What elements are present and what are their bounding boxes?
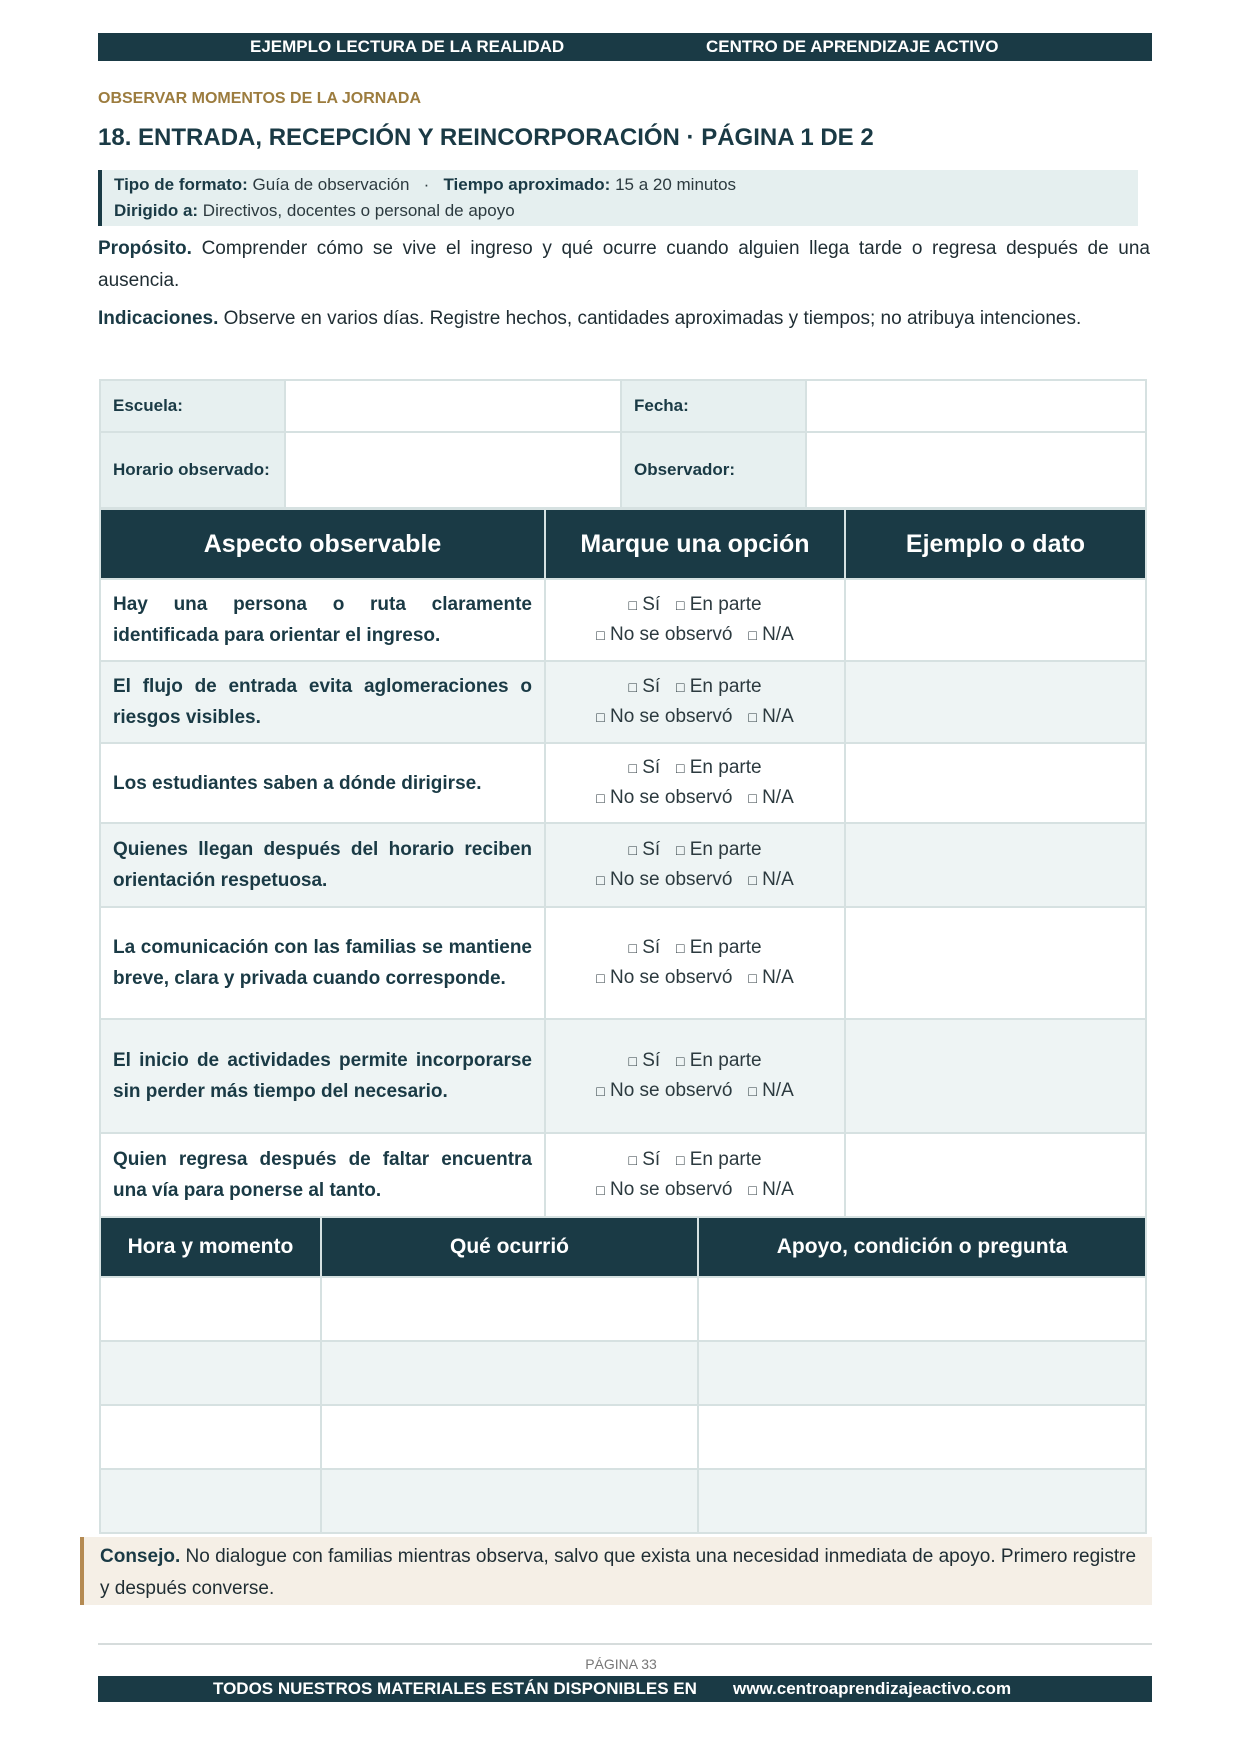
header-what: Qué ocurrió: [321, 1217, 698, 1277]
option-no-se-observo[interactable]: [596, 787, 732, 808]
instructions-paragraph: [98, 303, 1150, 335]
option-cell: [545, 907, 845, 1019]
log-cell[interactable]: [100, 1405, 321, 1469]
option-label: En parte: [689, 676, 762, 697]
tip-box: [80, 1537, 1152, 1605]
option-si[interactable]: [628, 1149, 660, 1170]
footer-left-text: TODOS NUESTROS MATERIALES ESTÁN DISPONIBLES EN: [213, 1679, 697, 1698]
option-label: En parte: [689, 937, 762, 958]
example-cell[interactable]: [845, 743, 1146, 823]
checkbox-icon: □: [748, 709, 757, 725]
observation-row: [100, 823, 1146, 907]
checkbox-icon: □: [675, 597, 685, 613]
option-na[interactable]: [748, 624, 793, 645]
checkbox-icon: □: [628, 842, 637, 858]
option-label: No se observó: [609, 1179, 733, 1200]
checkbox-icon: □: [675, 760, 685, 776]
instructions-text: Observe en varios días. Registre hechos, cantidades aproximadas y tiempos; no atribuya intenciones.: [223, 308, 1082, 329]
example-cell[interactable]: [845, 907, 1146, 1019]
option-label: Sí: [642, 1149, 661, 1170]
option-label: En parte: [689, 1050, 762, 1071]
checkbox-icon: □: [596, 1083, 605, 1099]
header-time: Hora y momento: [100, 1217, 321, 1277]
checkbox-icon: □: [628, 1053, 637, 1069]
option-label: No se observó: [609, 787, 733, 808]
checkbox-icon: □: [628, 760, 637, 776]
checkbox-icon: □: [748, 627, 757, 643]
checkbox-icon: □: [628, 1152, 637, 1168]
option-label: Sí: [642, 594, 661, 615]
option-cell: [545, 579, 845, 661]
checkbox-icon: □: [748, 1182, 757, 1198]
footer-url: www.centroaprendizajeactivo.com: [733, 1679, 1012, 1698]
aspect-text: Quienes llegan después del horario reciben orientación respetuosa.: [100, 823, 545, 907]
example-cell[interactable]: [845, 579, 1146, 661]
example-cell[interactable]: [845, 1019, 1146, 1133]
audience-label: Dirigido a:: [114, 201, 199, 220]
audience-value: Directivos, docentes o personal de apoyo: [202, 201, 515, 220]
purpose-text: Comprender cómo se vive el ingreso y qué ocurre cuando alguien llega tarde o regresa después de una ausencia.: [98, 238, 1150, 291]
option-no-se-observo[interactable]: [596, 624, 732, 645]
log-cell[interactable]: [100, 1469, 321, 1533]
option-cell: [545, 1133, 845, 1217]
option-no-se-observo[interactable]: [596, 1080, 732, 1101]
log-cell[interactable]: [698, 1341, 1146, 1405]
log-cell[interactable]: [100, 1277, 321, 1341]
footer-band: [98, 1676, 1152, 1702]
checkbox-icon: □: [596, 872, 605, 888]
header-left-text: EJEMPLO LECTURA DE LA REALIDAD: [250, 37, 565, 56]
header-band: [98, 33, 1152, 61]
aspect-text: El inicio de actividades permite incorporarse sin perder más tiempo del necesario.: [100, 1019, 545, 1133]
aspect-text: Quien regresa después de faltar encuentra una vía para ponerse al tanto.: [100, 1133, 545, 1217]
option-label: No se observó: [609, 967, 733, 988]
example-cell[interactable]: [845, 661, 1146, 743]
log-cell[interactable]: [698, 1405, 1146, 1469]
option-si[interactable]: [628, 757, 660, 778]
purpose-paragraph: [98, 233, 1150, 297]
option-label: Sí: [642, 676, 661, 697]
schedule-label: Horario observado:: [100, 432, 285, 508]
checkbox-icon: □: [596, 1182, 605, 1198]
option-en-parte[interactable]: [676, 839, 762, 860]
checkbox-icon: □: [675, 842, 685, 858]
format-value: Guía de observación: [252, 175, 410, 194]
school-label: Escuela:: [100, 380, 285, 432]
checkbox-icon: □: [748, 872, 757, 888]
log-cell[interactable]: [321, 1341, 698, 1405]
option-label: En parte: [689, 594, 762, 615]
option-label: N/A: [762, 706, 794, 727]
option-na[interactable]: [748, 787, 793, 808]
checkbox-icon: □: [675, 1152, 685, 1168]
checkbox-icon: □: [675, 1053, 685, 1069]
header-options: Marque una opción: [545, 509, 845, 579]
log-row: [100, 1277, 1146, 1341]
meta-box: [98, 170, 1138, 226]
option-label: No se observó: [609, 706, 733, 727]
option-en-parte[interactable]: [676, 937, 762, 958]
observation-row: [100, 579, 1146, 661]
aspect-text: El flujo de entrada evita aglomeraciones o riesgos visibles.: [100, 661, 545, 743]
observation-table: [99, 508, 1147, 1218]
format-label: Tipo de formato:: [114, 175, 248, 194]
instructions-label: Indicaciones.: [98, 308, 219, 329]
checkbox-icon: □: [596, 970, 605, 986]
option-label: En parte: [689, 839, 762, 860]
observer-field[interactable]: [806, 432, 1146, 508]
option-si[interactable]: [628, 1050, 660, 1071]
option-label: N/A: [762, 1080, 794, 1101]
option-label: Sí: [642, 839, 661, 860]
school-field[interactable]: [285, 380, 621, 432]
option-label: No se observó: [609, 1080, 733, 1101]
option-na[interactable]: [748, 1179, 793, 1200]
option-label: Sí: [642, 1050, 661, 1071]
log-cell[interactable]: [100, 1341, 321, 1405]
log-cell[interactable]: [321, 1277, 698, 1341]
header-example: Ejemplo o dato: [845, 509, 1146, 579]
option-na[interactable]: [748, 967, 793, 988]
checkbox-icon: □: [675, 679, 685, 695]
page-title: 18. ENTRADA, RECEPCIÓN Y REINCORPORACIÓN · PÁGINA 1 DE 2: [98, 124, 874, 151]
checkbox-icon: □: [628, 940, 637, 956]
info-table: [99, 379, 1147, 509]
option-na[interactable]: [748, 1080, 793, 1101]
aspect-text: Los estudiantes saben a dónde dirigirse.: [100, 743, 545, 823]
example-cell[interactable]: [845, 823, 1146, 907]
option-label: No se observó: [609, 869, 733, 890]
checkbox-icon: □: [596, 627, 605, 643]
tip-text: No dialogue con familias mientras observa, salvo que exista una necesidad inmediata de apoyo. Primero registre y después converse.: [100, 1546, 1137, 1599]
log-cell[interactable]: [698, 1469, 1146, 1533]
checkbox-icon: □: [675, 940, 685, 956]
option-na[interactable]: [748, 869, 793, 890]
option-label: N/A: [762, 869, 794, 890]
observation-row: [100, 907, 1146, 1019]
log-cell[interactable]: [321, 1405, 698, 1469]
log-cell[interactable]: [321, 1469, 698, 1533]
option-en-parte[interactable]: [676, 1050, 762, 1071]
tip-label: Consejo.: [100, 1546, 181, 1567]
log-table: [99, 1216, 1147, 1534]
aspect-text: La comunicación con las familias se mantiene breve, clara y privada cuando corresponde.: [100, 907, 545, 1019]
option-label: En parte: [689, 1149, 762, 1170]
option-si[interactable]: [628, 839, 660, 860]
purpose-label: Propósito.: [98, 238, 192, 259]
checkbox-icon: □: [596, 709, 605, 725]
log-row: [100, 1405, 1146, 1469]
option-en-parte[interactable]: [676, 757, 762, 778]
option-si[interactable]: [628, 676, 660, 697]
section-label: OBSERVAR MOMENTOS DE LA JORNADA: [98, 90, 421, 107]
option-cell: [545, 823, 845, 907]
observation-row: [100, 743, 1146, 823]
option-en-parte[interactable]: [676, 1149, 762, 1170]
option-label: No se observó: [609, 624, 733, 645]
option-label: N/A: [762, 787, 794, 808]
schedule-field[interactable]: [285, 432, 621, 508]
option-no-se-observo[interactable]: [596, 869, 732, 890]
meta-separator: ·: [423, 175, 430, 194]
checkbox-icon: □: [748, 1083, 757, 1099]
option-si[interactable]: [628, 937, 660, 958]
header-aspect: Aspecto observable: [100, 509, 545, 579]
option-en-parte[interactable]: [676, 676, 762, 697]
observation-row: [100, 1133, 1146, 1217]
option-na[interactable]: [748, 706, 793, 727]
option-label: Sí: [642, 757, 661, 778]
time-value: 15 a 20 minutos: [615, 175, 737, 194]
option-no-se-observo[interactable]: [596, 967, 732, 988]
checkbox-icon: □: [628, 679, 637, 695]
page-number: PÁGINA 33: [585, 1656, 657, 1672]
option-cell: [545, 661, 845, 743]
checkbox-icon: □: [596, 790, 605, 806]
log-row: [100, 1341, 1146, 1405]
option-si[interactable]: [628, 594, 660, 615]
option-label: N/A: [762, 1179, 794, 1200]
date-label: Fecha:: [621, 380, 806, 432]
option-no-se-observo[interactable]: [596, 1179, 732, 1200]
option-label: En parte: [689, 757, 762, 778]
header-right-text: CENTRO DE APRENDIZAJE ACTIVO: [706, 37, 999, 56]
log-row: [100, 1469, 1146, 1533]
date-field[interactable]: [806, 380, 1146, 432]
observation-row: [100, 661, 1146, 743]
checkbox-icon: □: [748, 970, 757, 986]
aspect-text: Hay una persona o ruta claramente identificada para orientar el ingreso.: [100, 579, 545, 661]
log-cell[interactable]: [698, 1277, 1146, 1341]
observer-label: Observador:: [621, 432, 806, 508]
example-cell[interactable]: [845, 1133, 1146, 1217]
observation-row: [100, 1019, 1146, 1133]
checkbox-icon: □: [628, 597, 637, 613]
footer-divider: [98, 1643, 1152, 1645]
option-en-parte[interactable]: [676, 594, 762, 615]
option-label: Sí: [642, 937, 661, 958]
header-support: Apoyo, condición o pregunta: [698, 1217, 1146, 1277]
option-label: N/A: [762, 624, 794, 645]
option-cell: [545, 1019, 845, 1133]
checkbox-icon: □: [748, 790, 757, 806]
option-label: N/A: [762, 967, 794, 988]
option-no-se-observo[interactable]: [596, 706, 732, 727]
time-label: Tiempo aproximado:: [443, 175, 611, 194]
option-cell: [545, 743, 845, 823]
